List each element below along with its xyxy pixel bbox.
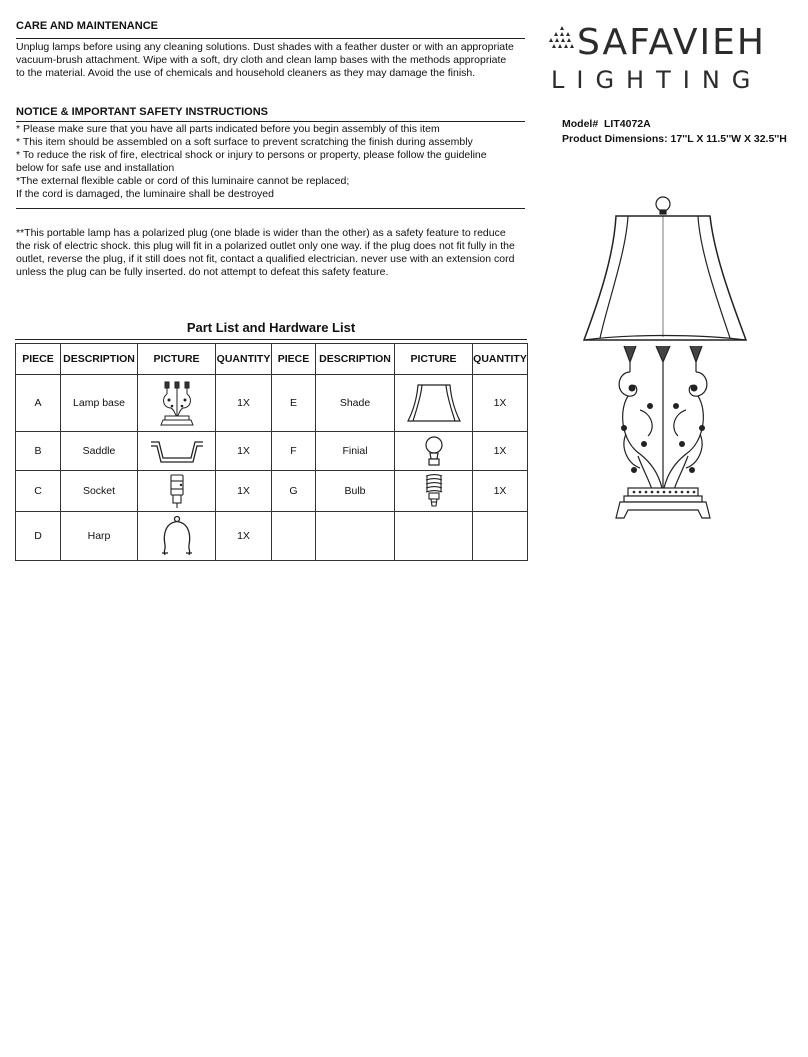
divider [16, 121, 525, 122]
picture-cell [138, 375, 216, 432]
finial-icon [422, 435, 446, 467]
brand-name: SAFAVIEH [577, 22, 766, 63]
header-cell: PIECE [272, 344, 316, 375]
header-cell: PICTURE [138, 344, 216, 375]
safety-line: If the cord is damaged, the luminaire shall be destroyed [16, 188, 274, 200]
header-cell: QUANTITY [473, 344, 528, 375]
bulb-icon [423, 472, 445, 510]
piece-cell [272, 512, 316, 561]
table-row [16, 512, 528, 561]
picture-cell [395, 512, 473, 561]
description-cell: Lamp base [61, 375, 138, 432]
care-line: Unplug lamps before using any cleaning solutions. Dust shades with a feather duster or with an appropriate [16, 41, 514, 53]
model-number [562, 118, 651, 130]
dims-label: Product Dimensions: [562, 133, 668, 145]
safety-line: * Please make sure that you have all parts indicated before you begin assembly of this item [16, 123, 440, 135]
piece-cell: A [16, 375, 61, 432]
safety-line: below for safe use and installation [16, 162, 175, 174]
safety-heading: NOTICE & IMPORTANT SAFETY INSTRUCTIONS [16, 106, 268, 118]
picture-cell [395, 471, 473, 512]
plug-line: **This portable lamp has a polarized plug (one blade is wider than the other) as a safety feature to reduce [16, 227, 506, 239]
header-cell: DESCRIPTION [316, 344, 395, 375]
socket-icon [167, 473, 187, 509]
quantity-cell: 1X [216, 512, 272, 561]
quantity-cell: 1X [473, 375, 528, 432]
divider [16, 208, 525, 209]
divider [16, 38, 525, 39]
product-dimensions [562, 133, 787, 145]
description-cell: Socket [61, 471, 138, 512]
picture-cell [395, 432, 473, 471]
lamp-base-icon [157, 380, 197, 426]
description-cell [316, 512, 395, 561]
brand-sub: LIGHTING [551, 66, 763, 94]
safety-text [16, 123, 487, 201]
quantity-cell: 1X [216, 432, 272, 471]
care-text [16, 41, 514, 80]
table-row [16, 471, 528, 512]
care-line: vacuum-brush attachment. Wipe with a soft, dry cloth and clean lamp bases with the methods appropriate [16, 54, 507, 66]
picture-cell [138, 471, 216, 512]
piece-cell: G [272, 471, 316, 512]
header-cell: PICTURE [395, 344, 473, 375]
lamp-illustration-icon [578, 192, 758, 524]
shade-icon [406, 383, 462, 423]
plug-line: outlet, reverse the plug, if it still does not fit, contact a qualified electrician. never use with an extension cord [16, 253, 515, 265]
header-cell: PIECE [16, 344, 61, 375]
divider [15, 339, 527, 340]
picture-cell [138, 512, 216, 561]
piece-cell: C [16, 471, 61, 512]
table-header-row [16, 344, 528, 375]
harp-icon [159, 515, 195, 557]
table-row [16, 432, 528, 471]
piece-cell: D [16, 512, 61, 561]
description-cell: Finial [316, 432, 395, 471]
care-line: to the material. Avoid the use of chemicals and household cleaners as they may damage the finish. [16, 67, 476, 79]
parts-title: Part List and Hardware List [186, 320, 356, 335]
picture-cell [395, 375, 473, 432]
piece-cell: B [16, 432, 61, 471]
quantity-cell: 1X [473, 432, 528, 471]
quantity-cell [473, 512, 528, 561]
description-cell: Harp [61, 512, 138, 561]
picture-cell [138, 432, 216, 471]
plug-line: unless the plug can be fully inserted. do not attempt to defeat this safety feature. [16, 266, 389, 278]
plug-line: the risk of electric shock. this plug will fit in a polarized outlet only one way. if the plug does not fit fully in the [16, 240, 515, 252]
description-cell: Shade [316, 375, 395, 432]
piece-cell: F [272, 432, 316, 471]
quantity-cell: 1X [216, 375, 272, 432]
quantity-cell: 1X [216, 471, 272, 512]
safety-line: * This item should be assembled on a soft surface to prevent scratching the finish during assembly [16, 136, 473, 148]
safety-line: * To reduce the risk of fire, electrical shock or injury to persons or property, please follow the guideline [16, 149, 487, 161]
saddle-icon [149, 438, 205, 464]
safety-line: *The external flexible cable or cord of this luminaire cannot be replaced; [16, 175, 350, 187]
description-cell: Saddle [61, 432, 138, 471]
model-value: LIT4072A [604, 118, 651, 130]
model-label: Model# [562, 118, 599, 130]
brand-logo-icon [548, 26, 576, 52]
header-cell: DESCRIPTION [61, 344, 138, 375]
plug-notice [16, 227, 515, 279]
header-cell: QUANTITY [216, 344, 272, 375]
table-row [16, 375, 528, 432]
piece-cell: E [272, 375, 316, 432]
quantity-cell: 1X [473, 471, 528, 512]
dims-value: 17''L X 11.5''W X 32.5''H [670, 133, 787, 145]
description-cell: Bulb [316, 471, 395, 512]
care-heading: CARE AND MAINTENANCE [16, 20, 158, 32]
parts-table [15, 343, 528, 561]
